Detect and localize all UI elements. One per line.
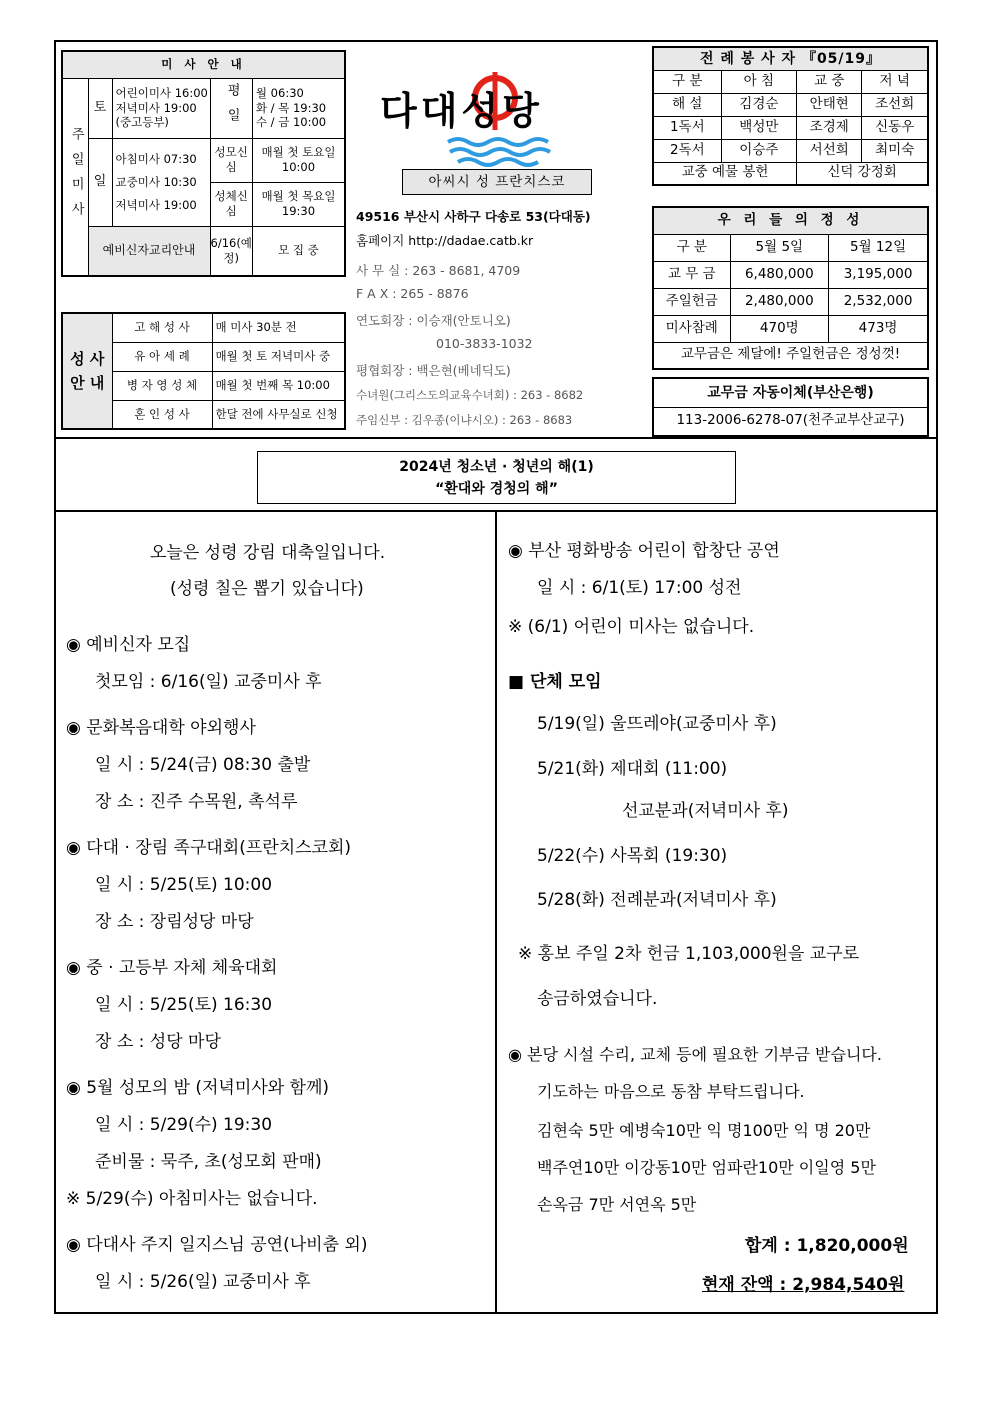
remittance-note: ※ 홍보 주일 2차 헌금 1,103,000원을 교구로	[518, 944, 860, 964]
servers-cell: 신동우	[862, 116, 928, 139]
sun-line: 아침미사 07:30	[115, 151, 197, 166]
saturday-label: 토	[88, 78, 112, 138]
group-meeting: 5/28(화) 전례분과(저녁미사 후)	[537, 890, 777, 910]
servers-cell: 최미숙	[862, 139, 928, 162]
sacrament-info: 매 미사 30분 전	[212, 313, 345, 342]
liturgy-servers-table	[652, 46, 929, 186]
notice-detail: 일 시 : 5/26(일) 교중미사 후	[95, 1272, 311, 1292]
notice-heading: ◉ 문화복음대학 야외행사	[66, 718, 256, 738]
donor-list: 손옥금 7만 서연옥 5만	[537, 1195, 697, 1214]
offerings-cell: 2,532,000	[829, 288, 928, 315]
logo-wave	[458, 159, 538, 165]
convent-phone: 수녀원(그리스도의교육수녀회) : 263 - 8682	[356, 388, 584, 402]
saturday-times	[112, 78, 210, 138]
notice-heading: ◉ 다대 · 장림 족구대회(프란치스코회)	[66, 838, 352, 858]
servers-header: 아 침	[721, 70, 797, 93]
autotransfer-table	[652, 377, 929, 437]
offering-value: 신덕 강정회	[797, 162, 928, 185]
offerings-note: 교무금은 제달에! 주일헌금은 정성껏!	[653, 342, 928, 369]
offerings-cell: 미사참례	[653, 315, 730, 342]
offerings-header: 구 분	[653, 234, 730, 261]
servers-title: 전 례 봉 사 자 『05/19』	[653, 47, 928, 70]
transfer-account: 113-2006-6278-07(천주교부산교구)	[653, 407, 928, 436]
group-meeting: 선교분과(저녁미사 후)	[622, 801, 789, 821]
offerings-cell: 3,195,000	[829, 261, 928, 288]
servers-cell: 백성만	[721, 116, 797, 139]
logo-wave	[448, 139, 548, 145]
notice-detail: 일 시 : 5/25(토) 16:30	[95, 995, 273, 1015]
sun-line: 저녁미사 19:00	[115, 197, 197, 212]
intro-line: (성령 칠은 뽑기 있습니다)	[170, 579, 364, 599]
sacrament-name: 고 해 성 사	[112, 313, 212, 342]
current-balance: 현재 잔액 : 2,984,540원	[702, 1275, 905, 1295]
weekday-line: 월 06:30	[255, 85, 304, 100]
eucharist-label: 성체신심	[210, 182, 252, 226]
intro-line: 오늘은 성령 강림 대축일입니다.	[150, 543, 386, 563]
donation-heading: 기도하는 마음으로 동참 부탁드립니다.	[537, 1082, 805, 1101]
eucharist-value: 매월 첫 목요일 19:30	[252, 182, 345, 226]
column-divider	[495, 510, 497, 1314]
notice-detail: 준비물 : 묵주, 초(성모회 판매)	[95, 1152, 322, 1172]
servers-header: 저 녁	[862, 70, 928, 93]
notice-detail: 장 소 : 성당 마당	[95, 1032, 221, 1052]
homepage: 홈페이지 http://dadae.catb.kr	[356, 233, 534, 248]
notice-heading: ◉ 다대사 주지 일지스님 공연(나비춤 외)	[66, 1235, 368, 1255]
sunday-mass-label: 주일미사	[62, 78, 88, 276]
marian-label: 성모신심	[210, 138, 252, 182]
parish-title: 다대성당	[380, 89, 543, 133]
servers-cell: 2독서	[653, 139, 721, 162]
weekday-times	[252, 78, 345, 138]
group-meeting: 5/19(일) 울뜨레야(교중미사 후)	[537, 714, 777, 734]
sun-line: 교중미사 10:30	[115, 174, 197, 189]
servers-cell: 조선희	[862, 93, 928, 116]
remittance-note: 송금하였습니다.	[537, 989, 658, 1009]
servers-cell: 이승주	[721, 139, 797, 162]
sacraments-label: 성 사 안 내	[62, 313, 112, 429]
servers-cell: 서선희	[797, 139, 862, 162]
servers-header: 구 분	[653, 70, 721, 93]
servers-header: 교 중	[797, 70, 862, 93]
weekday-line: 화 / 목 19:30	[255, 100, 327, 115]
sacrament-info: 매월 첫 토 저녁미사 중	[212, 342, 345, 371]
servers-cell: 김경순	[721, 93, 797, 116]
sacrament-name: 병 자 영 성 체	[112, 371, 212, 400]
catechumen-date: 6/16(예정)	[210, 226, 252, 276]
servers-cell: 1독서	[653, 116, 721, 139]
notice-heading: ◉ 예비신자 모집	[66, 635, 191, 655]
sat-line: (중고등부)	[115, 115, 169, 130]
group-meeting: 5/21(화) 제대회 (11:00)	[537, 759, 728, 779]
sacrament-name: 유 아 세 례	[112, 342, 212, 371]
notice-detail: 일 시 : 5/29(수) 19:30	[95, 1115, 273, 1135]
catechumen-status: 모 집 중	[252, 226, 345, 276]
offerings-table	[652, 206, 929, 370]
sacrament-info: 한달 전에 사무실로 신청	[212, 400, 345, 429]
fax: F A X : 265 - 8876	[356, 286, 469, 301]
transfer-title: 교무금 자동이체(부산은행)	[653, 378, 928, 407]
header-divider	[54, 437, 938, 439]
banner-line: “환대와 경청의 해”	[435, 481, 558, 497]
sunday-label: 일	[88, 138, 112, 226]
notice-note: ※ 5/29(수) 아침미사는 없습니다.	[66, 1189, 318, 1209]
pastor-phone: 주임신부 : 김우종(이냐시오) : 263 - 8683	[356, 413, 573, 427]
donation-heading: ◉ 본당 시설 수리, 교체 등에 필요한 기부금 받습니다.	[508, 1045, 882, 1064]
groups-heading: ■ 단체 모임	[508, 672, 602, 692]
address: 49516 부산시 사하구 다송로 53(다대동)	[356, 209, 591, 224]
patron-saint: 아씨시 성 프란치스코	[402, 169, 592, 195]
office-phone: 사 무 실 : 263 - 8681, 4709	[356, 263, 521, 278]
notice-detail: 일 시 : 5/24(금) 08:30 출발	[95, 755, 311, 775]
year-theme-banner	[257, 451, 736, 504]
group-meeting: 5/22(수) 사목회 (19:30)	[537, 846, 728, 866]
sat-line: 저녁미사 19:00	[115, 100, 197, 115]
offerings-cell: 주일헌금	[653, 288, 730, 315]
weekday-label: 평일	[210, 78, 252, 138]
marian-value: 매월 첫 토요일 10:00	[252, 138, 345, 182]
notice-heading: ◉ 부산 평화방송 어린이 합창단 공연	[508, 541, 780, 561]
notice-detail: 일 시 : 6/1(토) 17:00 성전	[537, 578, 742, 598]
sat-line: 어린이미사 16:00	[115, 85, 208, 100]
weekday-line: 수 / 금 10:00	[255, 115, 327, 130]
offerings-title: 우 리 들 의 정 성	[653, 207, 928, 234]
offerings-header: 5월 12일	[829, 234, 928, 261]
offerings-cell: 473명	[829, 315, 928, 342]
banner-line: 2024년 청소년 · 청년의 해(1)	[399, 459, 594, 475]
offerings-cell: 470명	[730, 315, 829, 342]
notice-detail: 일 시 : 5/25(토) 10:00	[95, 875, 273, 895]
notice-heading: ◉ 5월 성모의 밤 (저녁미사와 함께)	[66, 1078, 329, 1098]
council-phone: 010-3833-1032	[436, 336, 533, 351]
council-president: 연도회장 : 이승재(안토니오)	[356, 313, 511, 328]
notice-detail: 장 소 : 진주 수목원, 촉석루	[95, 792, 298, 812]
donation-total: 합계 : 1,820,000원	[745, 1236, 909, 1256]
mass-title: 미 사 안 내	[62, 51, 345, 78]
notice-detail: 첫모임 : 6/16(일) 교중미사 후	[95, 672, 322, 692]
sunday-times	[112, 138, 210, 226]
catechumen-label: 예비신자교리안내	[88, 226, 210, 276]
offerings-cell: 6,480,000	[730, 261, 829, 288]
logo-wave	[450, 149, 550, 155]
servers-cell: 안태현	[797, 93, 862, 116]
offerings-cell: 교 무 금	[653, 261, 730, 288]
offering-label: 교중 예물 봉헌	[653, 162, 797, 185]
notice-detail: 장 소 : 장림성당 마당	[95, 912, 254, 932]
donor-list: 김현숙 5만 예병숙10만 익 명100만 익 명 20만	[537, 1121, 871, 1140]
sacrament-name: 혼 인 성 사	[112, 400, 212, 429]
sacraments-table	[61, 312, 346, 430]
notice-heading: ◉ 중 · 고등부 자체 체육대회	[66, 958, 278, 978]
offerings-cell: 2,480,000	[730, 288, 829, 315]
pastoral-president: 평협회장 : 백은현(베네딕도)	[356, 363, 511, 378]
sacrament-info: 매월 첫 번째 목 10:00	[212, 371, 345, 400]
servers-cell: 조경제	[797, 116, 862, 139]
donor-list: 백주연10만 이강동10만 엄파란10만 이일영 5만	[537, 1158, 876, 1177]
offerings-header: 5월 5일	[730, 234, 829, 261]
notice-note: ※ (6/1) 어린이 미사는 없습니다.	[508, 617, 755, 637]
mass-schedule-table	[61, 50, 346, 277]
servers-cell: 해 설	[653, 93, 721, 116]
